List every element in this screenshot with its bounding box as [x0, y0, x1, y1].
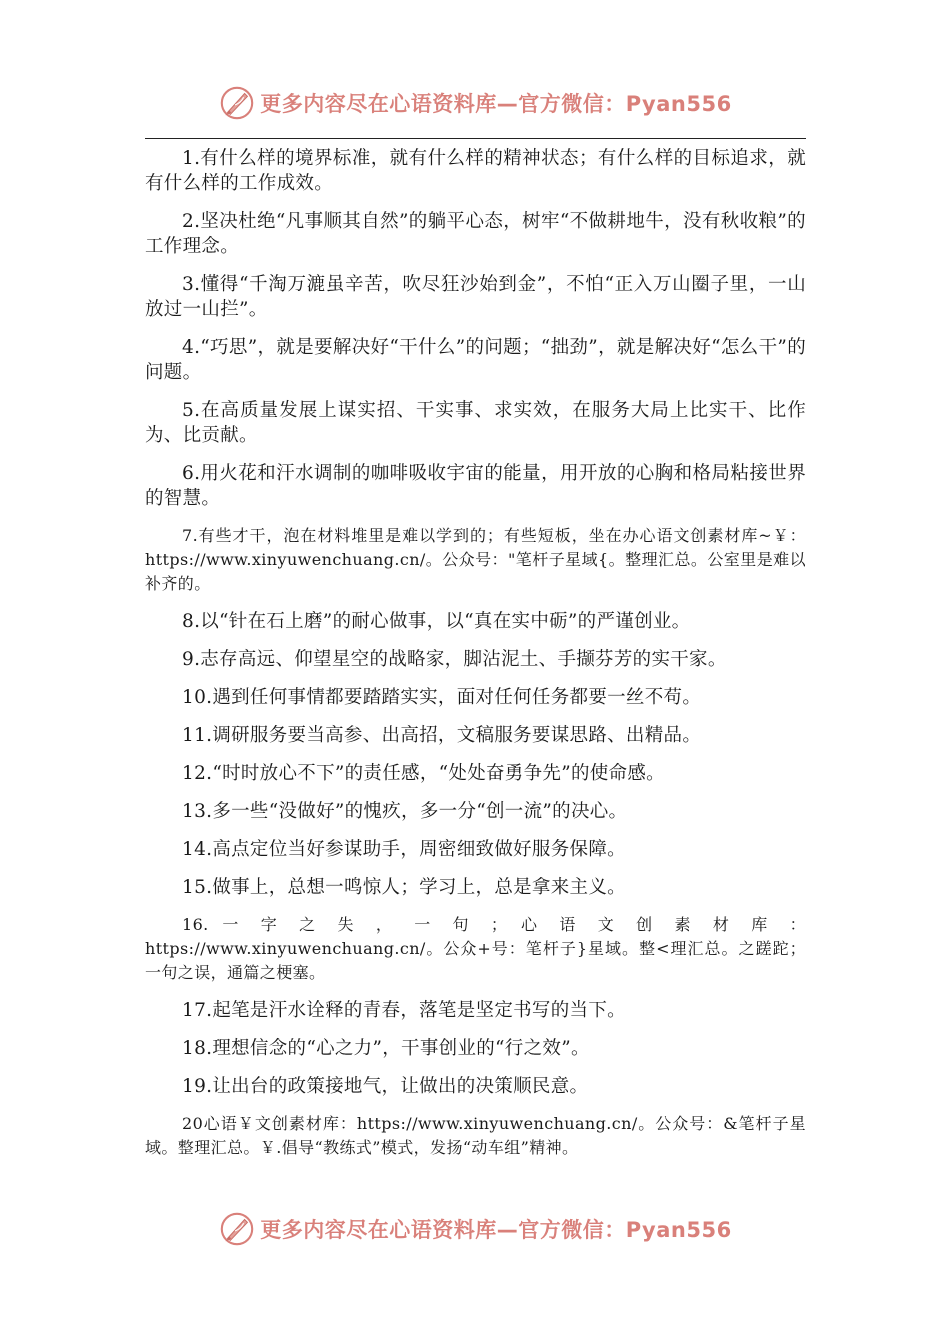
- list-item-11: 11.调研服务要当高参、出高招，文稿服务要谋思路、出精品。: [182, 725, 702, 746]
- header-banner: [0, 80, 950, 126]
- footer-banner-text: 更多内容尽在心语资料库—官方微信：Pyan556: [260, 1218, 732, 1242]
- footer-banner: [0, 1206, 950, 1252]
- list-item-19: 19.让出台的政策接地气，让做出的决策顺民意。: [182, 1076, 589, 1097]
- list-item-14: 14.高点定位当好参谋助手，周密细致做好服务保障。: [182, 839, 626, 860]
- header-banner-text: 更多内容尽在心语资料库—官方微信：Pyan556: [260, 92, 732, 116]
- list-item-13: 13.多一些“没做好”的愧疚，多一分“创一流”的决心。: [182, 801, 628, 822]
- quill-pen-icon: [218, 1210, 256, 1248]
- list-item-3: 3.懂得“千淘万漉虽辛苦，吹尽狂沙始到金”，不怕“正入万山圈子里，一山放过一山拦”。: [145, 274, 806, 320]
- list-item-16: 16. 一 字 之 失 ， 一 句 ； 心 语 文 创 素 材 库 ： https://www.xinyuwenchuang.cn/。公众+号：笔杆子}星域。整<理汇总。之蹉跎；一句之误，通篇之梗塞。: [145, 915, 806, 982]
- list-item-5: 5.在高质量发展上谋实招、干实事、求实效，在服务大局上比实干、比作为、比贡献。: [145, 400, 806, 446]
- header-divider: [145, 138, 806, 139]
- list-item-2: 2.坚决杜绝“凡事顺其自然”的躺平心态，树牢“不做耕地牛，没有秋收粮”的工作理念。: [145, 211, 806, 257]
- list-item-7: 7.有些才干，泡在材料堆里是难以学到的；有些短板，坐在办心语文创素材库~￥：https://www.xinyuwenchuang.cn/。公众号："笔杆子星域{。整理汇总。公室里是难以补齐的。: [145, 526, 806, 593]
- list-item-8: 8.以“针在石上磨”的耐心做事，以“真在实中砺”的严谨创业。: [182, 611, 691, 632]
- list-item-18: 18.理想信念的“心之力”，干事创业的“行之效”。: [182, 1038, 590, 1059]
- list-item-10: 10.遇到任何事情都要踏踏实实，面对任何任务都要一丝不苟。: [182, 687, 702, 708]
- list-item-17: 17.起笔是汗水诠释的青春，落笔是坚定书写的当下。: [182, 1000, 626, 1021]
- list-item-20: 20心语￥文创素材库：https://www.xinyuwenchuang.cn/。公众号：&笔杆子星域。整理汇总。￥.倡导“教练式”模式，发扬“动车组”精神。: [145, 1114, 806, 1157]
- list-item-6: 6.用火花和汗水调制的咖啡吸收宇宙的能量，用开放的心胸和格局粘接世界的智慧。: [145, 463, 806, 509]
- list-item-1: 1.有什么样的境界标准，就有什么样的精神状态；有什么样的目标追求，就有什么样的工作成效。: [145, 148, 806, 194]
- quill-pen-icon: [218, 84, 256, 122]
- list-item-15: 15.做事上，总想一鸣惊人；学习上，总是拿来主义。: [182, 877, 626, 898]
- list-item-12: 12.“时时放心不下”的责任感，“处处奋勇争先”的使命感。: [182, 763, 665, 784]
- list-item-4: 4.“巧思”，就是要解决好“干什么”的问题；“拙劲”，就是解决好“怎么干”的问题。: [145, 337, 806, 383]
- document-body: [145, 146, 806, 1173]
- list-item-9: 9.志存高远、仰望星空的战略家，脚沾泥土、手撷芬芳的实干家。: [182, 649, 727, 670]
